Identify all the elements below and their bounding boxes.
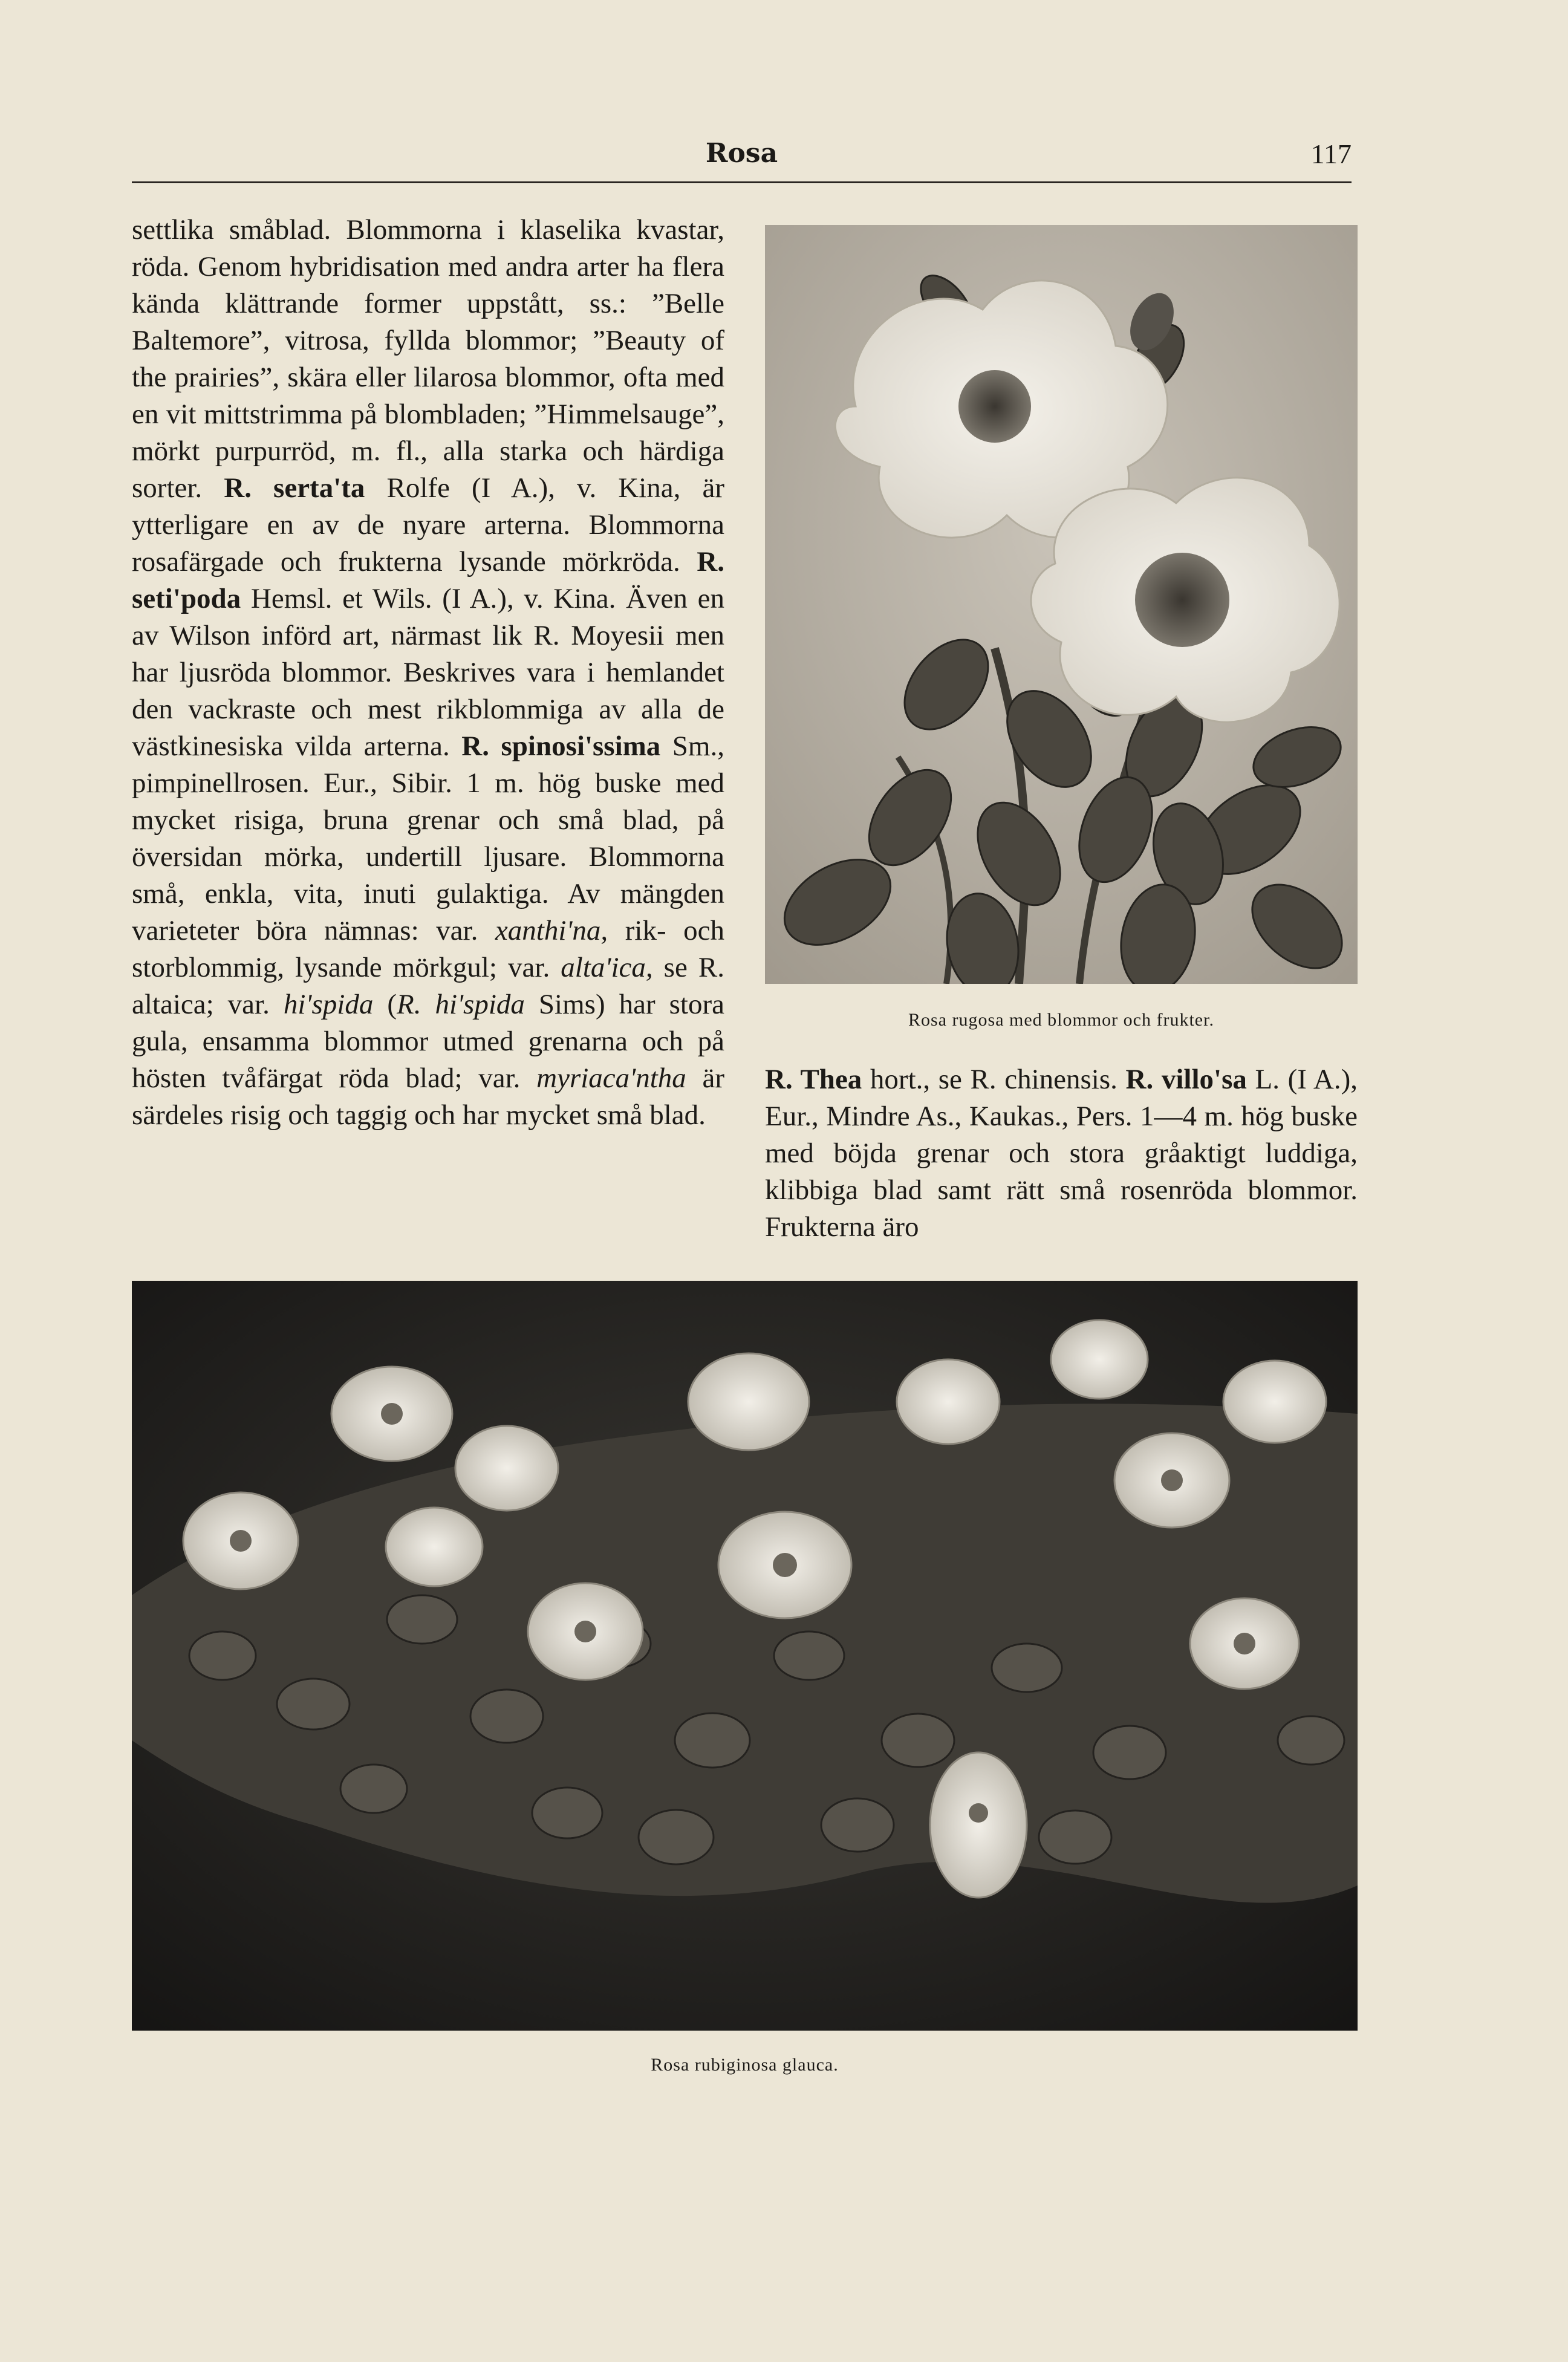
variety-name: myriaca'ntha xyxy=(536,1062,686,1094)
species-name: R. spinosi'ssima xyxy=(461,730,661,762)
header-rule xyxy=(132,181,1352,183)
species-name: R. serta'ta xyxy=(224,472,365,504)
text-run: rik- och storblommig, lysande mörkgul; var. xyxy=(132,915,724,983)
figure-caption-rugosa: Rosa rugosa med blommor och frukter. xyxy=(908,1010,1214,1030)
text-run: Rolfe (I A.), v. Kina, är ytterligare en av de nyare arterna. Blommorna rosafärgade och frukterna lysande mörkröda. xyxy=(132,472,724,577)
text-run: Sm., pimpinellrosen. Eur., Sibir. 1 m. hög buske med mycket risiga, bruna grenar och små blad, på översidan mörka, undertill ljusare. Blommorna små, enkla, vita, inuti gulaktiga. Av mängden varieteter böra nämnas: var. xyxy=(132,730,724,946)
left-paragraph xyxy=(132,212,724,1134)
figure-caption-rubiginosa: Rosa rubiginosa glauca. xyxy=(651,2055,839,2075)
running-header xyxy=(132,138,1352,180)
text-run: Hemsl. et Wils. (I A.), v. Kina. Även en av Wilson införd art, närmast lik R. Moyesii men har ljusröda blommor. Beskrives vara i hemlandet den vackraste och mest rikblommiga av alla de västkinesiska vilda arterna. xyxy=(132,583,724,762)
rosa-rugosa-photo xyxy=(765,225,1358,984)
species-name: R. seti'poda xyxy=(132,546,724,614)
rosa-rubiginosa-photo-image xyxy=(132,1281,1358,2031)
text-run: se R. altaica; var. xyxy=(132,952,724,1020)
variety-name: hi'spida xyxy=(283,989,374,1020)
variety-name: alta'ica, xyxy=(561,952,653,983)
left-text-column xyxy=(132,212,724,1134)
right-paragraph xyxy=(765,1061,1358,1246)
text-run: Sims) har stora gula, ensamma blommor utmed grenarna och på hösten tvåfärgat röda blad; var. xyxy=(132,989,724,1094)
right-text-column xyxy=(765,1061,1358,1246)
text-run: hort., se R. chinensis. xyxy=(862,1064,1126,1095)
running-title: Rosa xyxy=(705,138,778,169)
text-run: är särdeles risig och taggig och har mycket små blad. xyxy=(132,1062,724,1131)
rosa-rubiginosa-photo xyxy=(132,1281,1358,2031)
text-run: ( xyxy=(373,989,397,1020)
variety-name: xanthi'na, xyxy=(495,915,608,946)
species-name: R. villo'sa xyxy=(1125,1064,1247,1095)
variety-name: R. hi'spida xyxy=(396,989,525,1020)
rosa-rugosa-photo-image xyxy=(765,225,1358,984)
page-number: 117 xyxy=(1310,138,1352,169)
text-run: L. (I A.), Eur., Mindre As., Kaukas., Pers. 1—4 m. hög buske med böjda grenar och stora gråaktigt luddiga, klibbiga blad samt rätt små rosenröda blommor. Frukterna äro xyxy=(765,1064,1358,1243)
text-run: settlika småblad. Blommorna i klaselika kvastar, röda. Genom hybridisation med andra arter ha flera kända klättrande former uppstått, ss.: ”Belle Baltemore”, vitrosa, fyllda blommor; ”Beauty of the prairies”, skära eller lilarosa blommor, ofta med en vit mittstrimma på blombladen; ”Himmelsauge”, mörkt purpurröd, m. fl., alla starka och härdiga sorter. xyxy=(132,214,724,504)
species-name: R. Thea xyxy=(765,1064,862,1095)
